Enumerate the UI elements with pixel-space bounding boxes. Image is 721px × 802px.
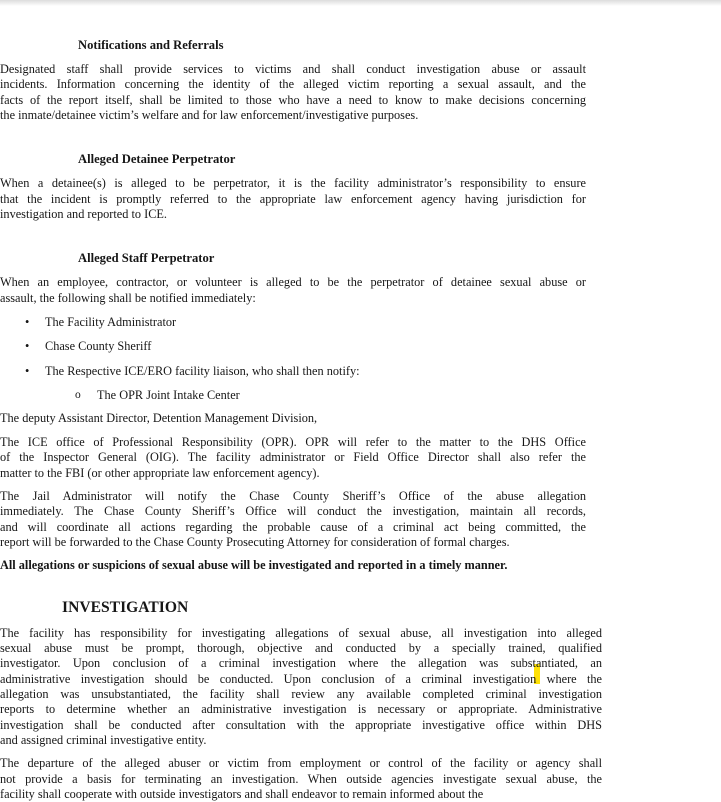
text-line: facts of the report itself, shall be limited to those who have a need to know to make decisions concerning (0, 92, 586, 107)
text-line: matter to the FBI (or other appropriate law enforcement agency). (0, 465, 320, 480)
paragraph (0, 626, 602, 749)
paragraph (0, 756, 602, 802)
text-line: and assigned criminal investigative entity. (0, 732, 207, 747)
text-line: and will coordinate all actions regarding the probable cause of a criminal act being committed, the (0, 519, 586, 534)
text-line: The Jail Administrator will notify the Chase County Sheriff’s Office of the abuse allegation (0, 488, 586, 503)
text-line: When an employee, contractor, or volunteer is alleged to be the perpetrator of detainee sexual abuse or (0, 275, 586, 290)
bullet-item (0, 339, 611, 354)
text-line: All allegations or suspicions of sexual abuse will be investigated and reported in a timely manner. (0, 558, 508, 573)
paragraph (0, 62, 586, 123)
paragraph (0, 489, 586, 550)
text-line: The departure of the alleged abuser or victim from employment or control of the facility or agency shall (0, 756, 602, 771)
bullet-marker-icon: • (25, 363, 30, 378)
bullet-marker-icon: • (25, 315, 30, 330)
bullet-text: Chase County Sheriff (45, 339, 152, 354)
text-line: investigation shall be conducted after consultation with the appropriate investigative office within DHS (0, 717, 602, 732)
bullet-text: The Facility Administrator (45, 315, 177, 330)
text-line: The ICE office of Professional Responsibility (OPR). OPR will refer to the matter to the DHS Office (0, 434, 586, 449)
text-line: administrative investigation should be conducted. Upon conclusion of a criminal investigation where the (0, 671, 602, 686)
subsection-heading: Alleged Staff Perpetrator (78, 251, 215, 266)
text-line: the inmate/detainee victim’s welfare and for law enforcement/investigative purposes. (0, 108, 419, 123)
text-line: The deputy Assistant Director, Detention Management Division, (0, 411, 318, 426)
section-heading: INVESTIGATION (62, 598, 189, 616)
text-line: When a detainee(s) is alleged to be perpetrator, it is the facility administrator’s responsibility to ensure (0, 176, 586, 191)
text-line: that the incident is promptly referred to the appropriate law enforcement agency having jurisdiction for (0, 191, 586, 206)
sub-bullet-item (0, 388, 661, 403)
text-line: Designated staff shall provide services to victims and shall conduct investigation abuse or assault (0, 62, 586, 76)
text-line: sexual abuse must be prompt, thorough, objective and conducted by a specially trained, qualified (0, 640, 602, 655)
bullet-item (0, 364, 611, 379)
text-line: not provide a basis for terminating an investigation. When outside agencies investigate sexual abuse, the (0, 771, 602, 786)
text-line: facility shall cooperate with outside investigators and shall endeavor to remain informed about the (0, 787, 484, 801)
subsection-heading: Alleged Detainee Perpetrator (78, 152, 236, 167)
text-line: immediately. The Chase County Sheriff’s Office will conduct the investigation, maintain all records, (0, 504, 586, 519)
bullet-text: The OPR Joint Intake Center (97, 388, 240, 403)
paragraph (0, 435, 586, 481)
text-line: report will be forwarded to the Chase County Prosecuting Attorney for consideration of formal charges. (0, 534, 510, 549)
document-body (0, 37, 721, 802)
text-line: investigation and reported to ICE. (0, 207, 167, 222)
text-line: allegation was unsubstantiated, the facility shall review any available completed criminal investigation (0, 686, 602, 701)
subsection-heading: Notifications and Referrals (78, 38, 224, 52)
text-line: investigator. Upon conclusion of a criminal investigation where the allegation was substantiated, an (0, 656, 602, 671)
bullet-marker-icon: o (75, 389, 81, 402)
bullet-marker-icon: • (25, 339, 30, 354)
emphasis-paragraph (0, 558, 586, 573)
text-line: of the Inspector General (OIG). The facility administrator or Field Office Director shall also refer the (0, 450, 586, 465)
text-line: reports to determine whether an administrative investigation is necessary or appropriate. Administrative (0, 702, 602, 717)
text-line: assault, the following shall be notified immediately: (0, 290, 256, 305)
text-line: The facility has responsibility for investigating allegations of sexual abuse, all investigation into alleged (0, 625, 602, 640)
paragraph (0, 411, 586, 426)
paragraph (0, 275, 586, 306)
page-top-edge (0, 0, 721, 6)
text-line: incidents. Information concerning the identity of the alleged victim reporting a sexual assault, and the (0, 77, 586, 92)
paragraph (0, 176, 586, 222)
bullet-text: The Respective ICE/ERO facility liaison, who shall then notify: (45, 363, 360, 378)
bullet-item (0, 315, 611, 330)
